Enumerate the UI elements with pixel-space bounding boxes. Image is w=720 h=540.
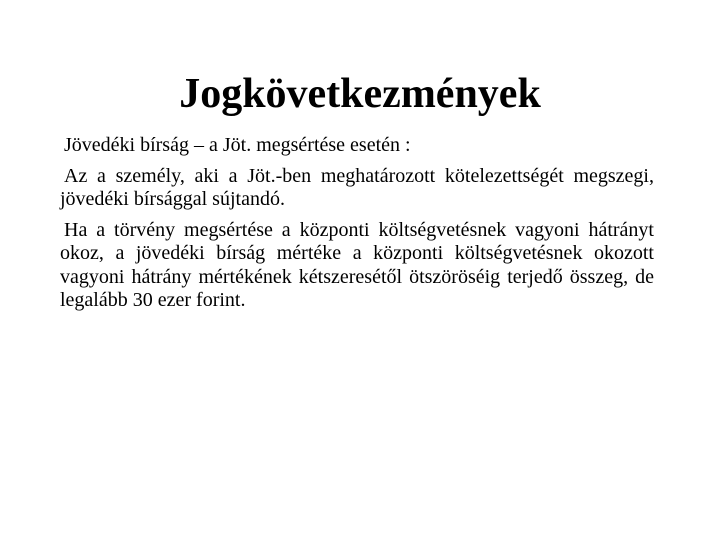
- paragraph-obligation: Az a személy, aki a Jöt.-ben meghatározott kötelezettségét megszegi, jövedéki bírsággal sújtandó.: [60, 164, 654, 210]
- slide-body: [60, 134, 654, 313]
- paragraph-fine-amount: Ha a törvény megsértése a központi költségvetésnek vagyoni hátrányt okoz, a jövedéki bírság mértéke a központi költségvetésnek okozott vagyoni hátrány mértékének kétszeresétől ötszöröséig terjedő összeg, de legalább 30 ezer forint.: [60, 218, 654, 311]
- slide-title: Jogkövetkezmények: [179, 71, 541, 117]
- paragraph-fine-heading: Jövedéki bírság – a Jöt. megsértése esetén :: [64, 134, 411, 156]
